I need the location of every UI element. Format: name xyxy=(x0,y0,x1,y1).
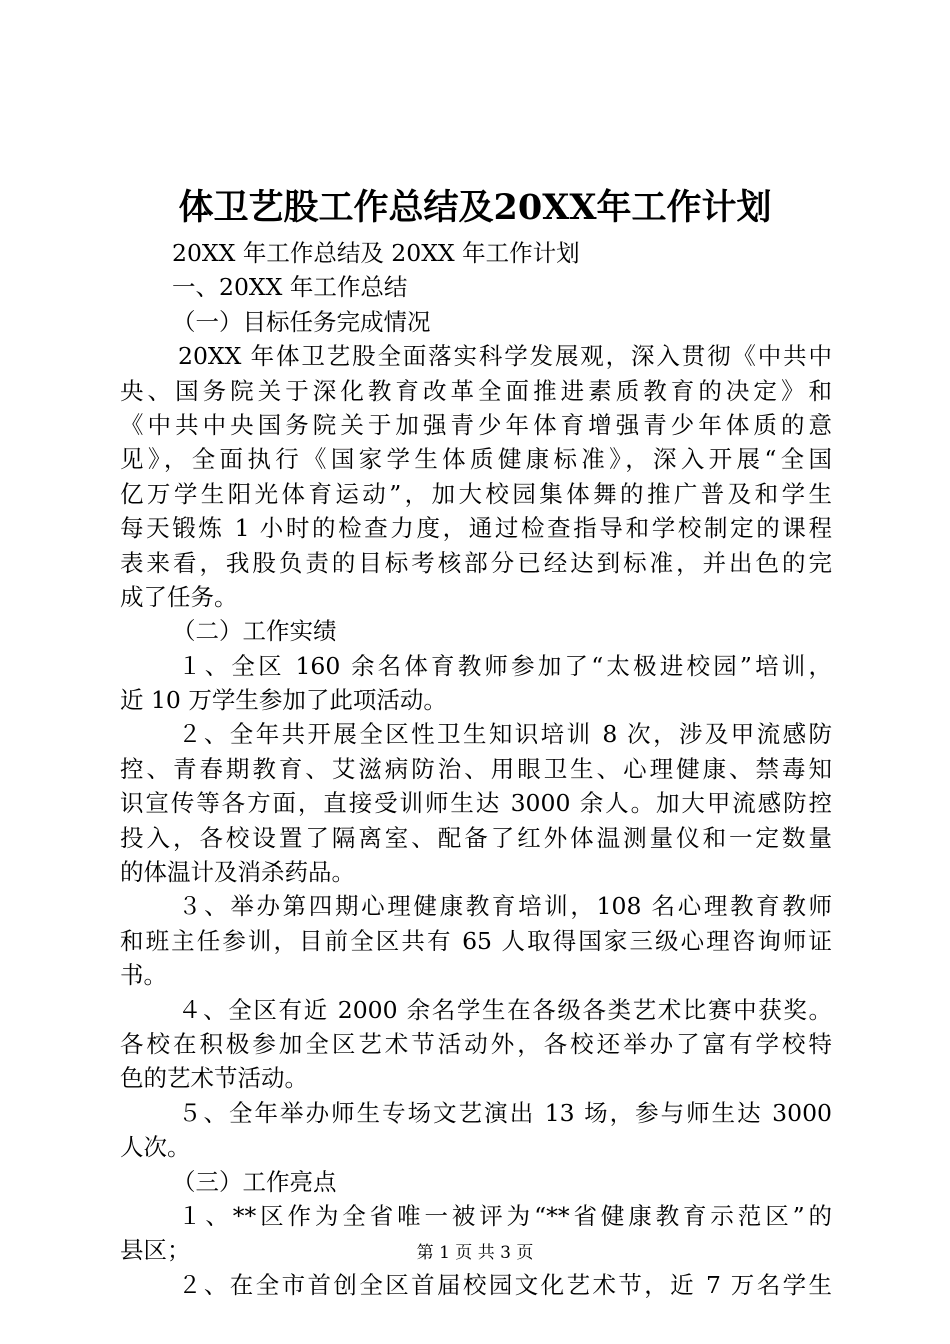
body-line: 每天锻炼 1 小时的检查力度，通过检查指导和学校制定的课程 xyxy=(120,514,832,543)
body-line: 各校在积极参加全区艺术节活动外，各校还举办了富有学校特 xyxy=(120,1029,832,1058)
body-line: （一）目标任务完成情况 xyxy=(172,307,431,336)
document-body xyxy=(120,236,832,1302)
body-line: 表来看，我股负责的目标考核部分已经达到标准，并出色的完 xyxy=(120,548,832,577)
body-line: 和班主任参训，目前全区共有 65 人取得国家三级心理咨询师证 xyxy=(120,926,832,955)
body-line: 20XX 年工作总结及 20XX 年工作计划 xyxy=(172,239,580,267)
body-line: 县区； xyxy=(120,1236,191,1265)
body-line: 的体温计及消杀药品。 xyxy=(120,858,355,887)
body-line: （三）工作亮点 xyxy=(172,1167,337,1196)
body-line: １、全区 160 余名体育教师参加了“太极进校园”培训， xyxy=(178,651,832,680)
body-line: 央、国务院关于深化教育改革全面推进素质教育的决定》和 xyxy=(120,376,832,405)
body-line: 识宣传等各方面，直接受训师生达 3000 余人。加大甲流感防控 xyxy=(120,789,832,818)
body-line: 近 10 万学生参加了此项活动。 xyxy=(120,686,447,715)
body-line: 书。 xyxy=(120,961,167,990)
body-line: ２、在全市首创全区首届校园文化艺术节，近 7 万名学生 xyxy=(178,1270,832,1299)
body-line: ３、举办第四期心理健康教育培训，108 名心理教育教师 xyxy=(178,892,832,921)
body-line: 一、20XX 年工作总结 xyxy=(172,273,408,302)
body-line: 见》，全面执行《国家学生体质健康标准》，深入开展“全国 xyxy=(120,445,832,474)
body-line: 成了任务。 xyxy=(120,582,238,611)
body-line: ４、全区有近 2000 余名学生在各级各类艺术比赛中获奖。 xyxy=(178,995,832,1024)
body-line: 《中共中央国务院关于加强青少年体育增强青少年体质的意 xyxy=(120,410,832,439)
body-line: ５、全年举办师生专场文艺演出 13 场，参与师生达 3000 xyxy=(178,1098,832,1127)
body-line: 色的艺术节活动。 xyxy=(120,1064,308,1093)
page-footer: 第 1 页 共 3 页 xyxy=(416,1243,534,1263)
body-line: 人次。 xyxy=(120,1133,191,1162)
body-line: 亿万学生阳光体育运动”，加大校园集体舞的推广普及和学生 xyxy=(120,479,832,508)
body-line: 20XX 年体卫艺股全面落实科学发展观，深入贯彻《中共中 xyxy=(178,342,832,371)
body-line: ２、全年共开展全区性卫生知识培训 8 次，涉及甲流感防 xyxy=(178,720,832,749)
body-line: 控、青春期教育、艾滋病防治、用眼卫生、心理健康、禁毒知 xyxy=(120,754,832,783)
body-line: 投入，各校设置了隔离室、配备了红外体温测量仪和一定数量 xyxy=(120,823,832,852)
document-title: 体卫艺股工作总结及20XX年工作计划 xyxy=(178,187,772,228)
body-line: （二）工作实绩 xyxy=(172,617,337,646)
body-line: １、**区作为全省唯一被评为“**省健康教育示范区”的 xyxy=(178,1201,832,1230)
